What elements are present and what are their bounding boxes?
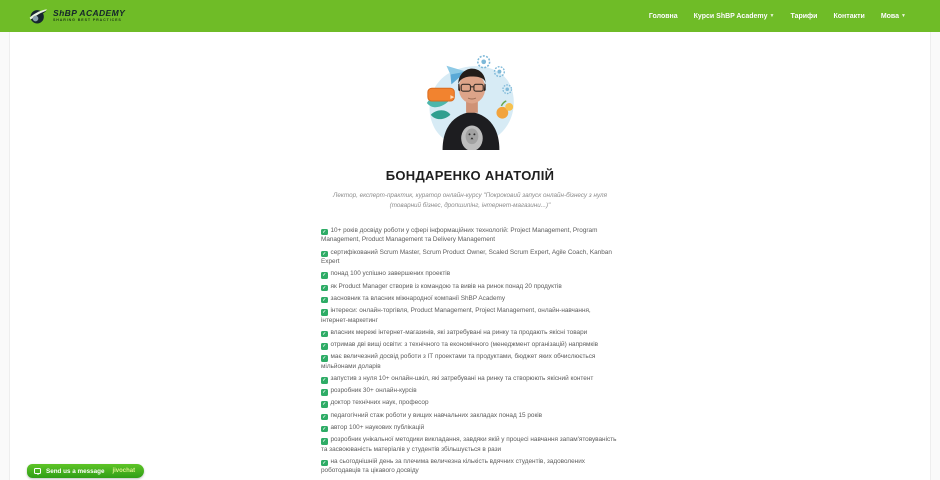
chat-message-label: Send us a message bbox=[46, 467, 105, 475]
logo-title: ShBP ACADEMY bbox=[53, 8, 126, 19]
fact-text: 10+ років досвіду роботи у сфері інформаційних технологій: Project Management, Program Management, Product Management та Delivery Management bbox=[321, 226, 598, 244]
list-item bbox=[321, 435, 619, 454]
check-icon bbox=[321, 401, 328, 408]
fact-text: інтереси: онлайн-торгівля, Product Management, Project Management, онлайн-навчання, інтернет-маркетинг bbox=[321, 306, 591, 324]
main-nav bbox=[649, 13, 906, 20]
list-item bbox=[321, 328, 619, 338]
fact-text: автор 100+ наукових публікацій bbox=[330, 423, 425, 431]
nav-item-pricing[interactable] bbox=[790, 13, 817, 20]
check-icon bbox=[321, 438, 328, 445]
list-item bbox=[321, 398, 619, 408]
nav-item-courses[interactable] bbox=[694, 13, 775, 20]
check-icon bbox=[321, 377, 328, 384]
list-item bbox=[321, 423, 619, 433]
lecturer-photo-illustration bbox=[420, 52, 520, 150]
nav-label: Головна bbox=[648, 12, 678, 20]
chat-widget[interactable] bbox=[27, 464, 144, 478]
check-icon bbox=[321, 460, 328, 467]
fact-text: доктор технічних наук, професор bbox=[330, 399, 429, 407]
chevron-down-icon: ▼ bbox=[769, 13, 775, 19]
check-icon bbox=[321, 309, 328, 316]
fact-text: розробник 30+ онлайн-курсів bbox=[330, 387, 417, 395]
list-item bbox=[321, 294, 619, 304]
list-item bbox=[321, 306, 619, 325]
fact-text: педагогічний стаж роботи у вищих навчальних закладах понад 15 років bbox=[330, 411, 543, 419]
page-title: БОНДАРЕНКО АНАТОЛІЙ bbox=[385, 168, 555, 183]
fact-text: сертифікований Scrum Master, Scrum Product Owner, Scaled Scrum Expert, Agile Coach, Kanban Expert bbox=[321, 248, 612, 266]
shbp-logo-icon bbox=[28, 6, 48, 26]
fact-text: засновник та власник міжнародної компанії ShBP Academy bbox=[330, 294, 506, 302]
header bbox=[0, 0, 940, 32]
nav-label: Курси ShBP Academy bbox=[693, 12, 768, 20]
fact-text: понад 100 успішно завершених проектів bbox=[330, 270, 451, 278]
chat-brand-label: jivochat bbox=[112, 468, 136, 474]
logo-tagline: SHARING BEST PRACTICES bbox=[53, 18, 122, 23]
list-item bbox=[321, 374, 619, 384]
chat-bubble-icon bbox=[34, 468, 41, 474]
check-icon bbox=[321, 331, 328, 338]
list-item bbox=[321, 352, 619, 371]
fact-text: як Product Manager створив із командою та вивів на ринок понад 20 продуктів bbox=[330, 282, 562, 290]
lecturer-subtitle: Лектор, експерт-практик, куратор онлайн-курсу "Покроковий запуск онлайн-бізнесу з нуля (товарний бізнес, дропшипінг, інтернет-магазини...)" bbox=[333, 192, 607, 210]
check-icon bbox=[321, 297, 328, 304]
check-icon bbox=[321, 426, 328, 433]
nav-item-language[interactable] bbox=[881, 13, 906, 20]
check-icon bbox=[321, 414, 328, 421]
fact-text: запустив з нуля 10+ онлайн-шкіл, які затребувані на ринку та створюють якісний контент bbox=[330, 375, 594, 383]
check-icon bbox=[321, 272, 328, 279]
check-icon bbox=[321, 229, 328, 236]
list-item bbox=[321, 226, 619, 245]
list-item bbox=[321, 386, 619, 396]
nav-label: Контакти bbox=[833, 12, 865, 20]
fact-text: має величезний досвід роботи з ІТ проектами та продуктами, бюджет яких обчислюється мільйонами доларів bbox=[321, 353, 596, 370]
nav-label: Мова bbox=[880, 12, 900, 20]
check-icon bbox=[321, 251, 328, 258]
lecturer-photo bbox=[420, 52, 520, 150]
fact-text: на сьогоднішній день за плечима величезна кількість вдячних студентів, задоволених роботодавців та цікавого досвіду bbox=[321, 457, 585, 475]
list-item bbox=[321, 248, 619, 267]
facts-list bbox=[321, 226, 619, 476]
check-icon bbox=[321, 389, 328, 396]
logo[interactable] bbox=[28, 6, 125, 26]
fact-text: власник мережі інтернет-магазинів, які затребувані на ринку та продають якісні товари bbox=[330, 328, 588, 336]
fact-text: розробник унікальної методики викладання, завдяки якій у процесі навчання запам'ятовуваність та засвоюваність матеріалів у студентів збільшується в рази bbox=[321, 436, 617, 453]
chevron-down-icon: ▼ bbox=[901, 13, 906, 19]
check-icon bbox=[321, 285, 328, 292]
list-item bbox=[321, 457, 619, 476]
list-item bbox=[321, 269, 619, 279]
list-item bbox=[321, 340, 619, 350]
page-content bbox=[9, 32, 931, 480]
fact-text: отримав дві вищі освіти: з технічного та економічного (менеджмент організацій) напрямків bbox=[330, 341, 599, 348]
nav-label: Тарифи bbox=[790, 12, 818, 20]
nav-item-home[interactable] bbox=[649, 13, 678, 20]
check-icon bbox=[321, 355, 328, 362]
check-icon bbox=[321, 343, 328, 350]
list-item bbox=[321, 282, 619, 292]
nav-item-contacts[interactable] bbox=[833, 13, 864, 20]
list-item bbox=[321, 411, 619, 421]
